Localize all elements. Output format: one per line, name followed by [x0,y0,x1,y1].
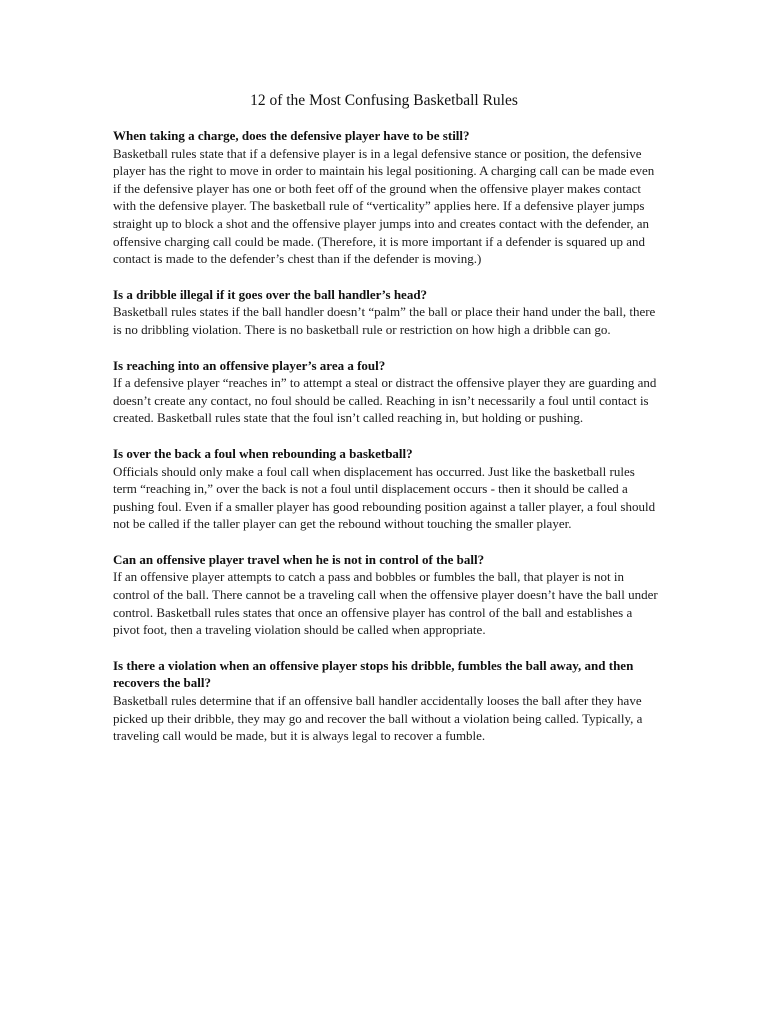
rule-answer: Basketball rules determine that if an offensive ball handler accidentally looses the ball after they have picked up their dribble, they may go and recover the ball without a violation being called. Typically, a traveling call would be made, but it is always legal to recover a fumble. [113,693,643,744]
rule-section-travel-control [113,551,658,639]
rule-answer: Officials should only make a foul call when displacement has occurred. Just like the basketball rules term “reaching in,” over the back is not a foul until displacement occurs - then it should be called a pushing foul. Even if a smaller player has good rebounding position against a taller player, a foul should not be called if the taller player can get the rebound without touching the smaller player. [113,463,656,532]
rule-section-reaching-in [113,357,658,427]
rule-question: Can an offensive player travel when he is not in control of the ball? [113,551,485,567]
rule-question: Is a dribble illegal if it goes over the ball handler’s head? [113,286,428,302]
rule-question: Is over the back a foul when rebounding a basketball? [113,445,413,461]
rule-section-charge [113,127,658,268]
rule-section-dribble-height [113,286,658,339]
rule-answer: Basketball rules state that if a defensive player is in a legal defensive stance or position, the defensive player has the right to move in order to maintain his legal positioning. A charging call can be made even if the defensive player has one or both feet off of the ground when the offensive player makes contact with the defensive player. The basketball rule of “verticality” applies here. If a defensive player jumps straight up to block a shot and the offensive player jumps into and creates contact with the defender, an offensive charging call could be made. (Therefore, it is more important if a defender is squared up and contact is made to the defender’s chest than if the defender is moving.) [113,145,655,267]
rule-answer: If an offensive player attempts to catch a pass and bobbles or fumbles the ball, that player is not in control of the ball. There cannot be a traveling call when the offensive player doesn’t have the ball under control. Basketball rules states that once an offensive player has control of the ball and establishes a pivot foot, then a traveling violation should be called when appropriate. [113,569,658,638]
document-body [113,127,658,763]
rule-question: When taking a charge, does the defensive player have to be still? [113,128,470,143]
rule-question: Is there a violation when an offensive player stops his dribble, fumbles the ball away, and then recovers the ball? [113,657,634,691]
rule-answer: If a defensive player “reaches in” to attempt a steal or distract the offensive player they are guarding and doesn’t create any contact, no foul should be called. Reaching in isn’t necessarily a foul until contact is created. Basketball rules state that the foul isn’t called reaching in, but holding or pushing. [113,375,657,426]
rule-section-fumble-recovery [113,657,658,745]
rule-question: Is reaching into an offensive player’s area a foul? [113,357,386,373]
rule-section-over-the-back [113,445,658,533]
rule-answer: Basketball rules states if the ball handler doesn’t “palm” the ball or place their hand under the ball, there is no dribbling violation. There is no basketball rule or restriction on how high a dribble can go. [113,304,656,337]
page-title: 12 of the Most Confusing Basketball Rules [250,92,518,109]
